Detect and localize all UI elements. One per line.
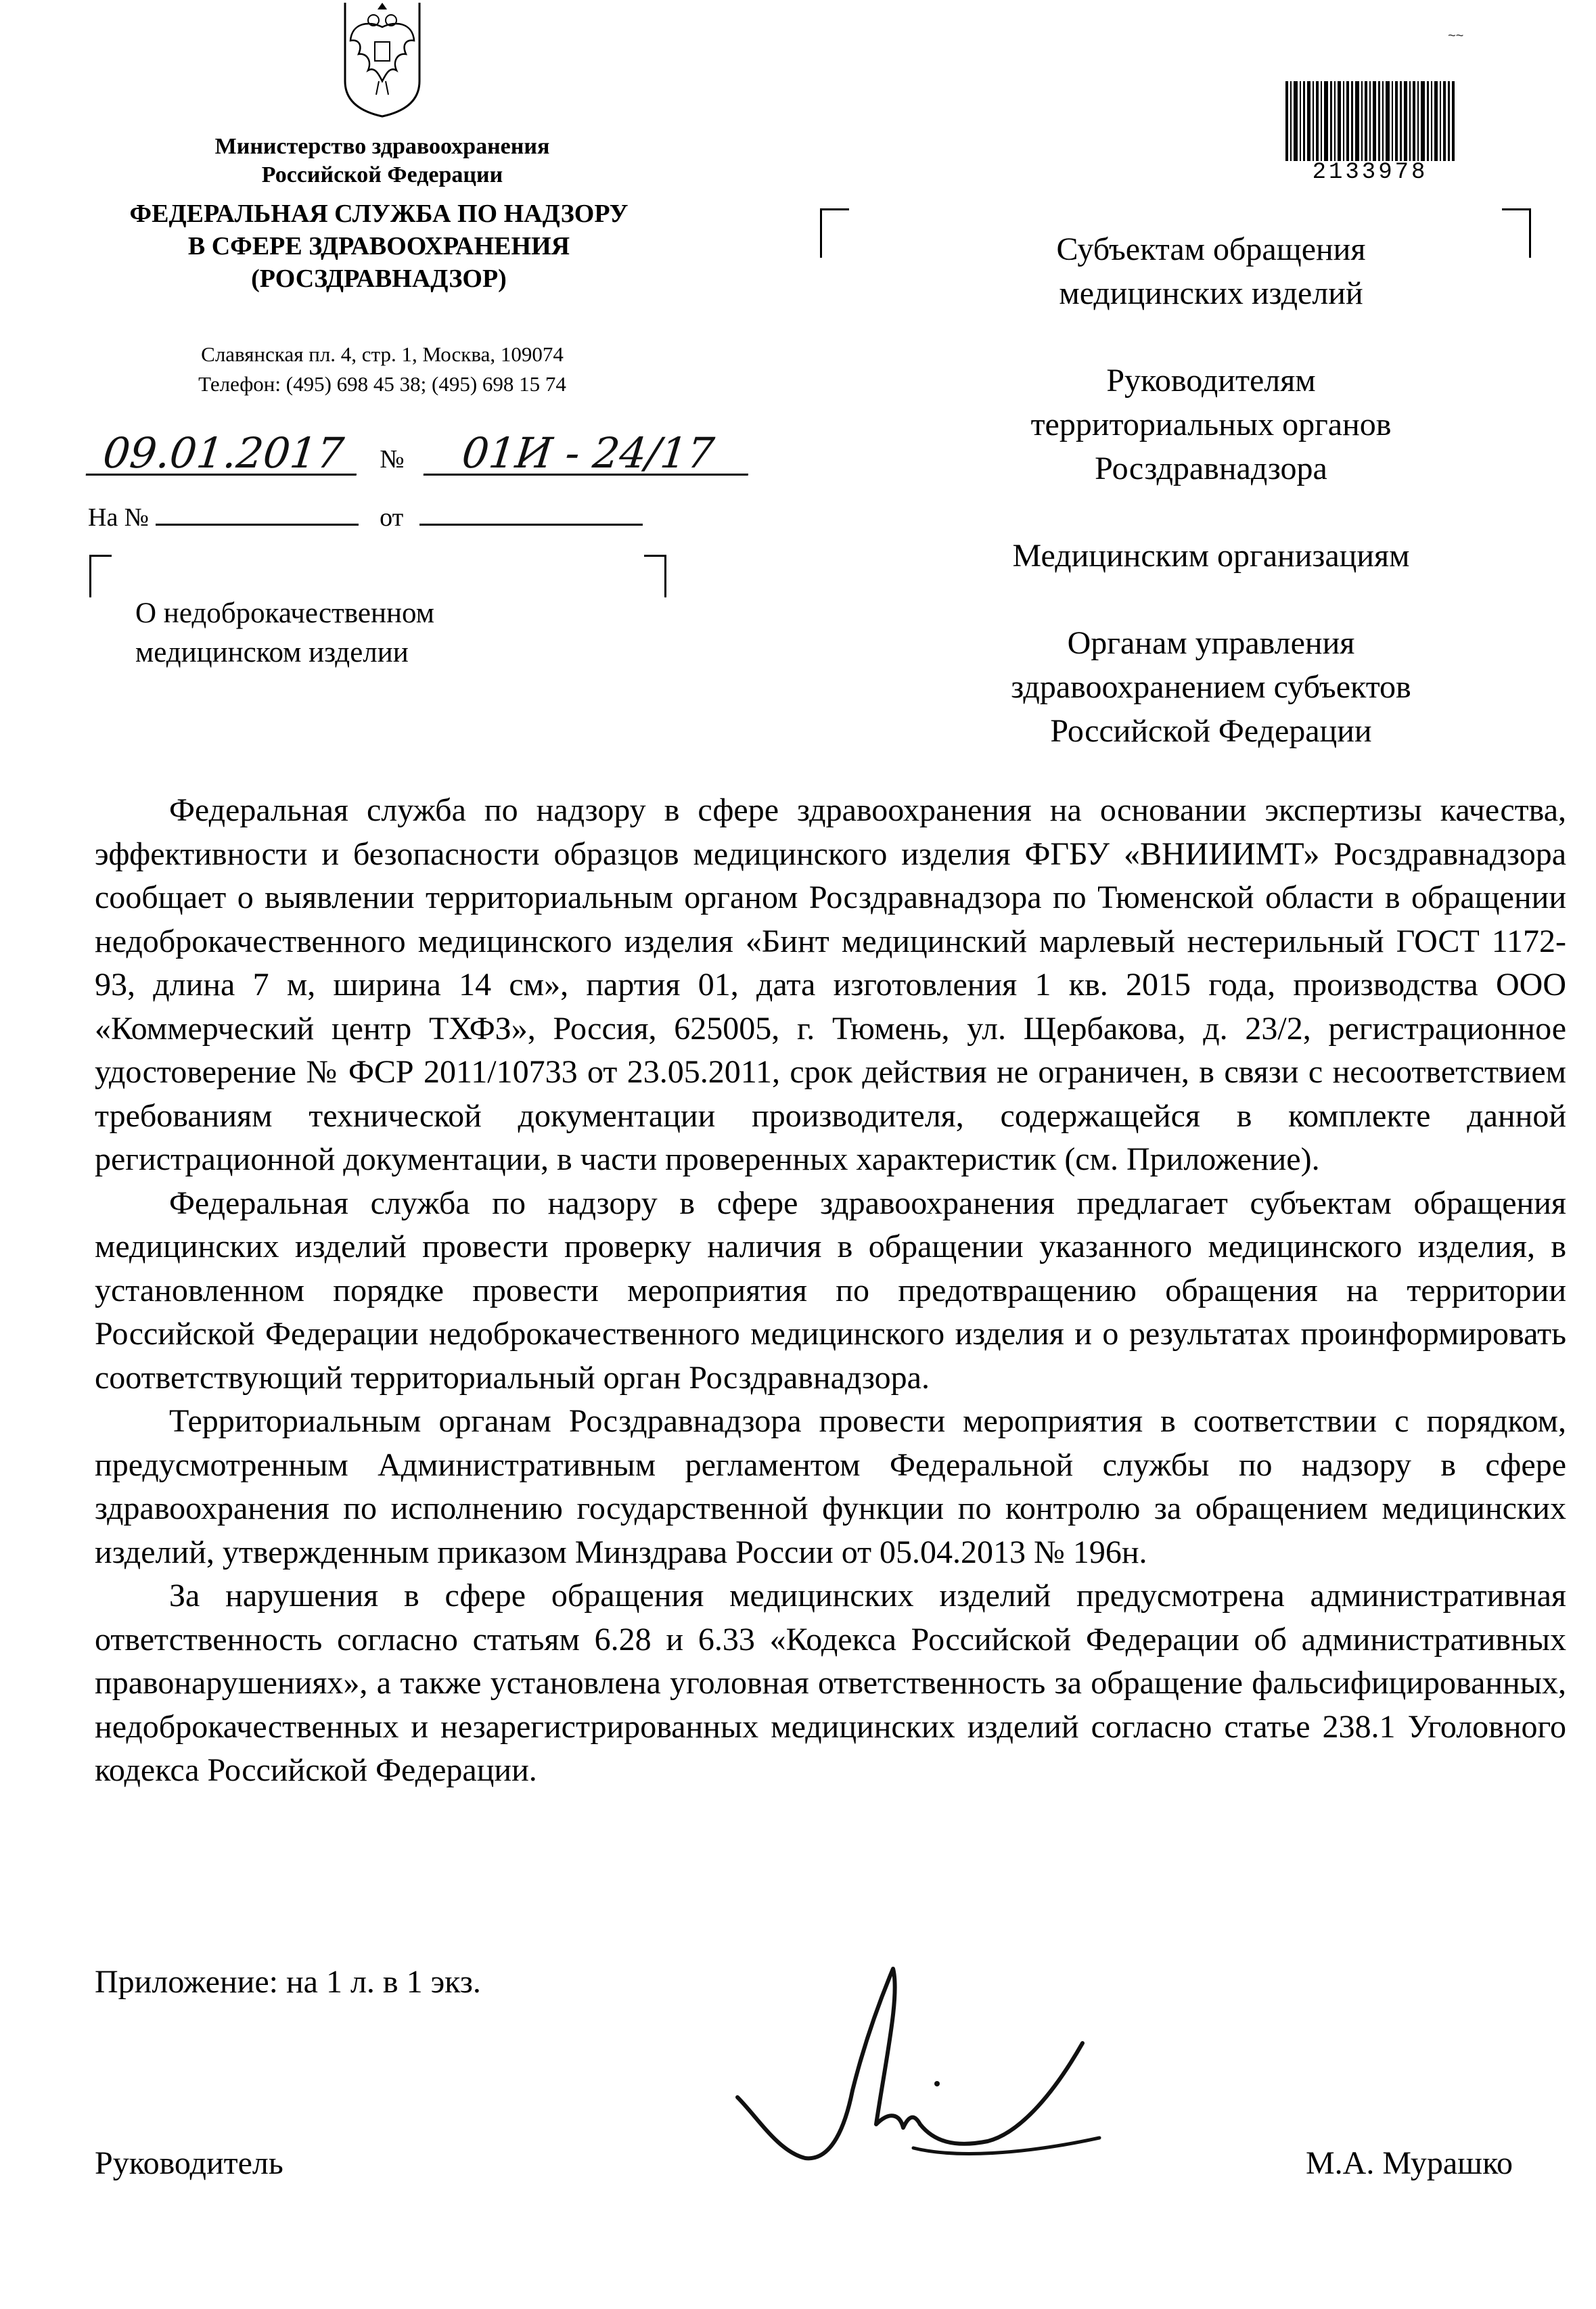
body-paragraph-4: [95, 1574, 1566, 1793]
addressee-3-line-1: Медицинским организациям: [1012, 538, 1410, 574]
barcode-number: 2133978: [1312, 160, 1428, 185]
body-paragraph-2-text: Федеральная служба по надзору в сфере здравоохранения предлагает субъектам обращения медицинских изделий провести проверку наличия в обращении указанного медицинского изделия, в установленном порядке провести мероприятия по предотвращению обращения на территории Российской Федерации недоброкачественного медицинского изделия и о результатах проинформировать соответствующий территориальный орган Росздравнадзора.: [95, 1185, 1566, 1396]
subject-line-1: О недоброкачественном: [135, 597, 434, 629]
ministry-line-2: Российской Федерации: [261, 162, 503, 187]
body-paragraph-1-text: Федеральная служба по надзору в сфере здравоохранения на основании экспертизы качества, эффективности и безопасности образцов медицинского изделия ФГБУ «ВНИИИМТ» Росздравнадзора сообщает о выявлении территориальным органом Росздравнадзора по Тюменской области в обращении недоброкачественного медицинского изделия «Бинт медицинский марлевый нестерильный ГОСТ 1172-93, длина 7 м, ширина 14 см», партия 01, дата изготовления 1 кв. 2015 года, производства ООО «Коммерческий центр ТХФЗ», Россия, 625005, г. Тюмень, ул. Щербакова, д. 23/2, регистрационное удостоверение № ФСР 2011/10733 от 23.05.2011, срок действия не ограничен, в связи с несоответствием требованиям технической документации производителя, содержащейся в комплекте данной регистрационной документации, в части проверенных характеристик (см. Приложение).: [95, 792, 1566, 1177]
address-line-1: Славянская пл. 4, стр. 1, Москва, 109074: [201, 342, 564, 366]
service-line-1: ФЕДЕРАЛЬНАЯ СЛУЖБА ПО НАДЗОРУ: [129, 200, 629, 228]
addressee-1-line-1: Субъектам обращения: [1056, 231, 1366, 267]
addressee-4: [880, 621, 1543, 753]
service-line-3: (РОСЗДРАВНАДЗОР): [251, 265, 507, 293]
reply-number-blank: [156, 501, 359, 526]
addressees-block: [880, 227, 1543, 796]
number-sign: №: [380, 445, 405, 474]
service-name: [74, 198, 683, 295]
body-paragraph-1: [95, 789, 1566, 1182]
address-block: [101, 340, 663, 399]
addressee-4-line-3: Российской Федерации: [1050, 713, 1372, 749]
reply-reference-line: [88, 501, 643, 532]
addressee-1: [880, 227, 1543, 315]
reply-label: На №: [88, 503, 150, 532]
subject-corner-right: [644, 555, 666, 597]
addressee-2-line-2: территориальных органов: [1030, 407, 1392, 442]
addressee-2-line-3: Росздравнадзора: [1095, 451, 1327, 486]
handwritten-signature: [731, 1955, 1110, 2178]
coat-of-arms-emblem-icon: [332, 0, 433, 120]
subject-block: [135, 594, 649, 672]
addressee-corner-left: [820, 208, 849, 258]
letter-body: [95, 789, 1566, 1793]
body-paragraph-3-text: Территориальным органам Росздравнадзора провести мероприятия в соответствии с порядком, предусмотренным Административным регламентом Федеральной службы по надзору в сфере здравоохранения по исполнению государственной функции по контролю за обращением медицинских изделий, утвержденным приказом Минздрава России от 05.04.2013 № 196н.: [95, 1403, 1566, 1570]
body-paragraph-3: [95, 1400, 1566, 1574]
addressee-2: [880, 359, 1543, 490]
service-line-2: В СФЕРЕ ЗДРАВООХРАНЕНИЯ: [187, 232, 570, 260]
top-handwritten-mark: ~~: [1448, 28, 1464, 43]
appendix-note: Приложение: на 1 л. в 1 экз.: [95, 1964, 481, 2000]
addressee-1-line-2: медицинских изделий: [1059, 275, 1363, 311]
addressee-4-line-2: здравоохранением субъектов: [1011, 669, 1411, 705]
subject-line-2: медицинском изделии: [135, 637, 409, 668]
body-paragraph-4-text: За нарушения в сфере обращения медицинских изделий предусмотрена административная ответственность согласно статьям 6.28 и 6.33 «Кодекса Российской Федерации об административных правонарушениях», а также установлена уголовная ответственность за обращение фальсифицированных, недоброкачественных и незарегистрированных медицинских изделий согласно статье 238.1 Уголовного кодекса Российской Федерации.: [95, 1578, 1566, 1788]
reply-date-blank: [419, 501, 643, 526]
from-label: от: [380, 503, 404, 532]
signatory-name: М.А. Мурашко: [1306, 2145, 1513, 2181]
addressee-3: [880, 534, 1543, 578]
address-line-2: Телефон: (495) 698 45 38; (495) 698 15 74: [198, 372, 566, 396]
ministry-name: [101, 133, 663, 189]
registration-number: 01И - 24/17: [424, 433, 753, 476]
registration-line: [88, 428, 750, 478]
body-paragraph-2: [95, 1182, 1566, 1400]
barcode-icon: [1285, 81, 1455, 161]
subject-corner-left: [89, 555, 112, 597]
ministry-line-1: Министерство здравоохранения: [214, 134, 550, 159]
registration-date: 09.01.2017: [86, 433, 361, 476]
addressee-2-line-1: Руководителям: [1106, 363, 1316, 398]
addressee-4-line-1: Органам управления: [1067, 625, 1355, 661]
signatory-position: Руководитель: [95, 2145, 283, 2181]
